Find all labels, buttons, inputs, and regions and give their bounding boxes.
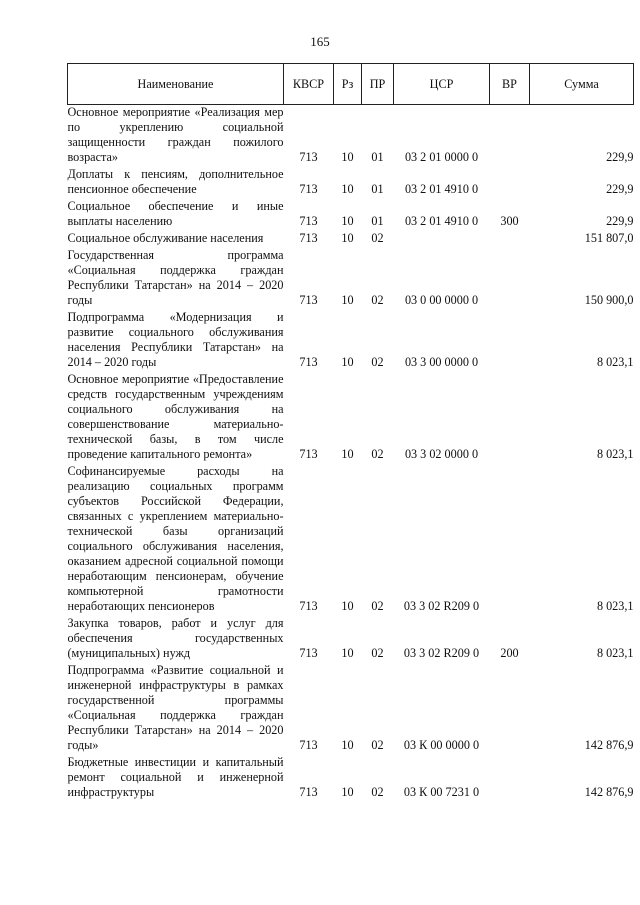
table-row: [68, 105, 634, 168]
row-vr: 300: [500, 214, 519, 228]
row-rz: 10: [341, 214, 354, 228]
row-name: Софинансируемые расходы на реализацию социальных программ субъектов Российской Федерации, связанных с укреплением материально-технической базы организаций социального обслуживания населения, оказанием адресной социальной помощи неработающим пенсионерам, обучение компьютерной грамотности неработающих пенсионеров: [67, 464, 284, 613]
row-pr: 02: [371, 738, 384, 752]
row-vr: [490, 663, 530, 755]
row-csr: 03 0 00 0000 0: [404, 293, 479, 307]
header-csr: ЦСР: [394, 64, 490, 105]
table-row: [68, 464, 634, 616]
row-pr: 01: [371, 150, 384, 164]
row-kvsr: 713: [299, 214, 318, 228]
row-rz: 10: [341, 293, 354, 307]
row-sum: 8 023,1: [596, 355, 634, 369]
table-row: [68, 663, 634, 755]
row-sum: 229,9: [606, 150, 634, 164]
row-vr: [490, 167, 530, 199]
header-rz: Рз: [334, 64, 362, 105]
row-kvsr: 713: [299, 738, 318, 752]
row-csr: 03 3 02 R209 0: [403, 646, 480, 660]
row-pr: 02: [371, 231, 384, 245]
row-pr: 02: [371, 447, 384, 461]
row-vr: [490, 372, 530, 464]
table-header-row: [68, 64, 634, 105]
row-vr: [490, 464, 530, 616]
row-vr: [490, 105, 530, 168]
row-sum: 8 023,1: [596, 599, 634, 613]
row-name: Подпрограмма «Модернизация и развитие социального обслуживания населения Республики Татарстан» на 2014 – 2020 годы: [67, 310, 284, 369]
row-csr: 03 3 00 0000 0: [404, 355, 479, 369]
row-rz: 10: [341, 785, 354, 799]
row-name: Основное мероприятие «Реализация мер по укреплению социальной защищенности граждан пожилого возраста»: [67, 105, 284, 164]
row-rz: 10: [341, 150, 354, 164]
row-sum: 8 023,1: [596, 447, 634, 461]
row-sum: 142 876,9: [584, 785, 634, 799]
row-kvsr: 713: [299, 150, 318, 164]
table-body: [68, 105, 634, 803]
table-row: [68, 755, 634, 802]
row-csr: 03 3 02 R209 0: [403, 599, 480, 613]
row-pr: 01: [371, 214, 384, 228]
row-csr: 03 2 01 4910 0: [404, 214, 479, 228]
row-pr: 02: [371, 599, 384, 613]
row-rz: 10: [341, 182, 354, 196]
row-csr: [394, 231, 490, 248]
row-rz: 10: [341, 738, 354, 752]
row-kvsr: 713: [299, 355, 318, 369]
table-row: [68, 167, 634, 199]
budget-table: [67, 63, 634, 802]
row-vr: [490, 755, 530, 802]
row-csr: 03 К 00 7231 0: [403, 785, 480, 799]
row-csr: 03 К 00 0000 0: [403, 738, 480, 752]
row-kvsr: 713: [299, 785, 318, 799]
page-number: 165: [310, 34, 330, 49]
row-kvsr: 713: [299, 293, 318, 307]
row-csr: 03 2 01 4910 0: [404, 182, 479, 196]
row-sum: 229,9: [606, 214, 634, 228]
row-sum: 8 023,1: [596, 646, 634, 660]
table-row: [68, 199, 634, 231]
row-rz: 10: [341, 355, 354, 369]
row-sum: 229,9: [606, 182, 634, 196]
table-row: [68, 310, 634, 372]
row-kvsr: 713: [299, 182, 318, 196]
row-rz: 10: [341, 231, 354, 245]
row-vr: 200: [500, 646, 519, 660]
row-name: Основное мероприятие «Предоставление средств государственным учреждениям социального обслуживания на совершенствование материально-технической базы, в том числе проведение капитального ремонта»: [67, 372, 284, 461]
row-csr: 03 3 02 0000 0: [404, 447, 479, 461]
header-kvsr: КВСР: [284, 64, 334, 105]
row-name: Доплаты к пенсиям, дополнительное пенсионное обеспечение: [67, 167, 284, 196]
row-rz: 10: [341, 599, 354, 613]
row-vr: [490, 310, 530, 372]
row-name: Социальное обслуживание населения: [67, 231, 264, 245]
row-csr: 03 2 01 0000 0: [404, 150, 479, 164]
row-pr: 01: [371, 182, 384, 196]
row-pr: 02: [371, 293, 384, 307]
row-sum: 150 900,0: [584, 293, 634, 307]
row-rz: 10: [341, 646, 354, 660]
table-row: [68, 248, 634, 310]
row-pr: 02: [371, 355, 384, 369]
row-pr: 02: [371, 646, 384, 660]
header-sum: Сумма: [530, 64, 634, 105]
row-name: Бюджетные инвестиции и капитальный ремонт социальной и инженерной инфраструктуры: [67, 755, 284, 799]
row-kvsr: 713: [299, 599, 318, 613]
row-pr: 02: [371, 785, 384, 799]
row-sum: 142 876,9: [584, 738, 634, 752]
row-vr: [490, 248, 530, 310]
table-row: [68, 231, 634, 248]
row-name: Подпрограмма «Развитие социальной и инженерной инфраструктуры в рамках государственной программы «Социальная поддержка граждан Республики Татарстан» на 2014 – 2020 годы»: [67, 663, 284, 752]
row-kvsr: 713: [299, 231, 318, 245]
row-vr: [490, 231, 530, 248]
row-name: Закупка товаров, работ и услуг для обеспечения государственных (муниципальных) нужд: [67, 616, 284, 660]
row-kvsr: 713: [299, 447, 318, 461]
header-vr: ВР: [490, 64, 530, 105]
row-name: Государственная программа «Социальная поддержка граждан Республики Татарстан» на 2014 – 2020 годы: [67, 248, 284, 307]
table-row: [68, 616, 634, 663]
table-row: [68, 372, 634, 464]
header-name: Наименование: [68, 64, 284, 105]
row-name: Социальное обеспечение и иные выплаты населению: [67, 199, 284, 228]
header-pr: ПР: [362, 64, 394, 105]
row-sum: 151 807,0: [584, 231, 634, 245]
row-rz: 10: [341, 447, 354, 461]
row-kvsr: 713: [299, 646, 318, 660]
